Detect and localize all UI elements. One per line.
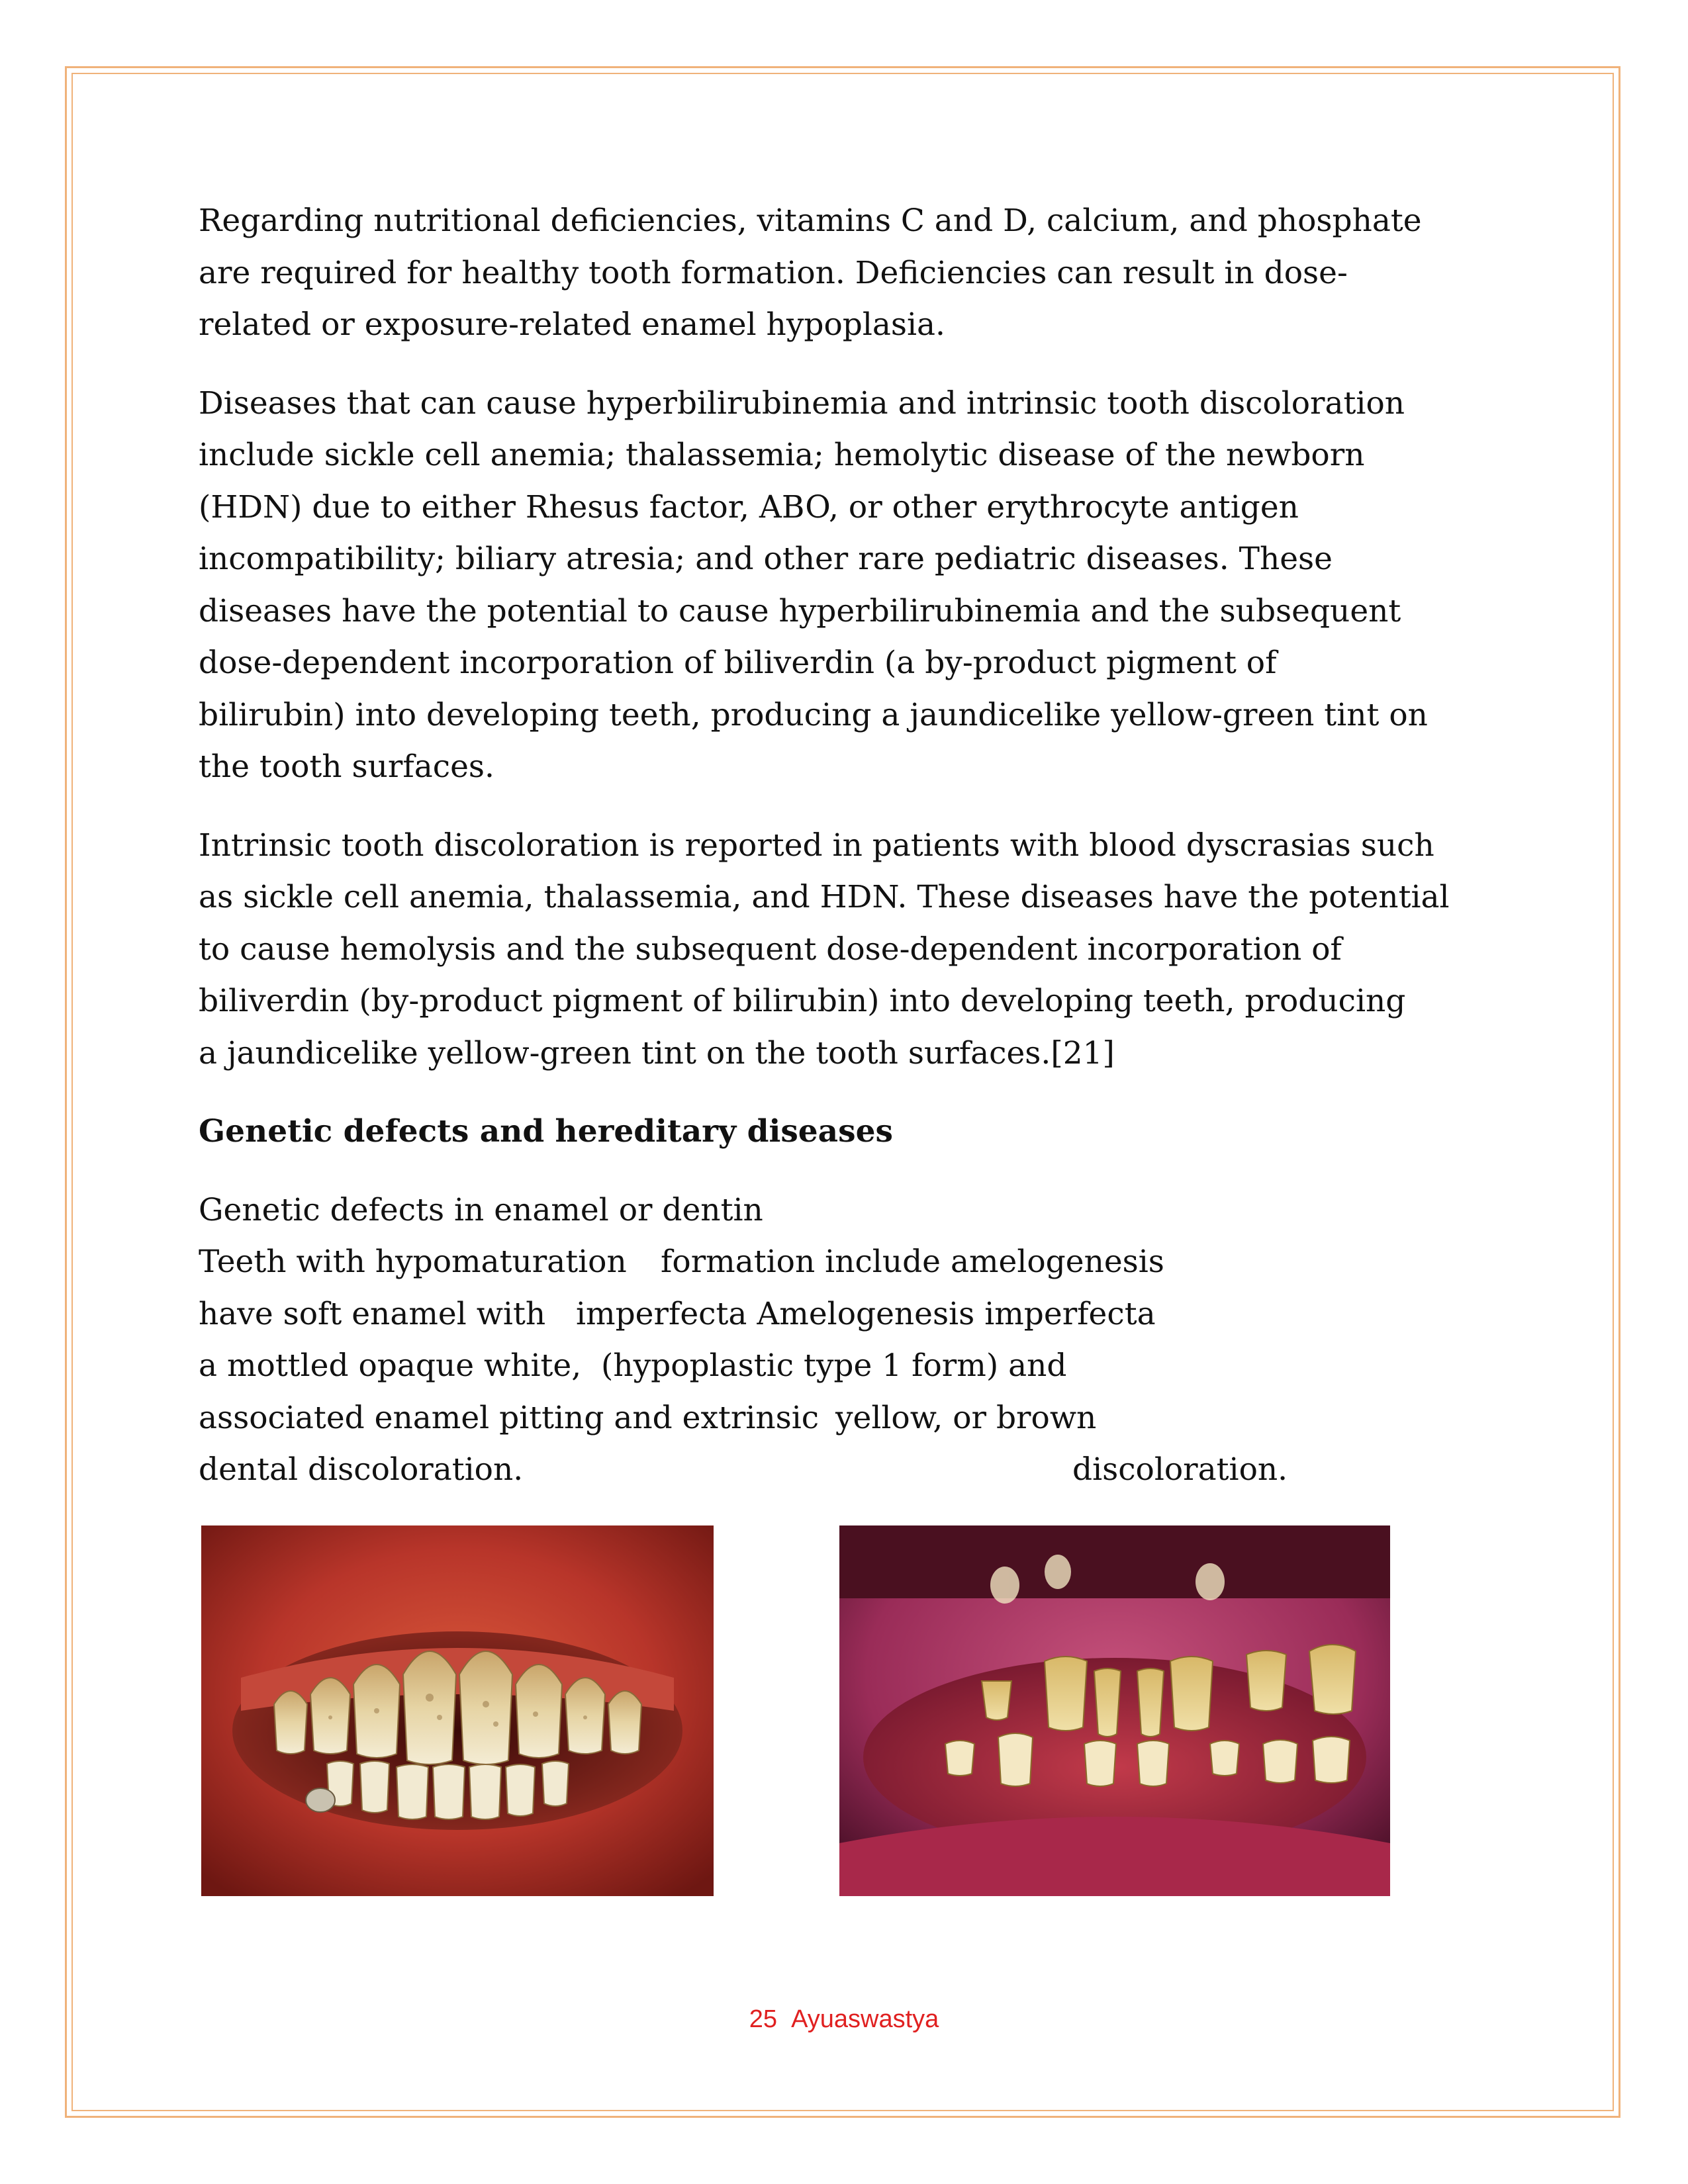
- photo-hypomaturation-teeth: [201, 1525, 714, 1896]
- paragraph-line: incompatibility; biliary atresia; and other rare pediatric diseases. These: [199, 541, 1333, 577]
- paragraph-line: a jaundicelike yellow-green tint on the tooth surfaces.[21]: [199, 1034, 1115, 1071]
- paragraph-line: to cause hemolysis and the subsequent dose-dependent incorporation of: [199, 931, 1342, 968]
- photo-hypomaturation-teeth-image: [201, 1525, 714, 1896]
- right-column-line: (hypoplastic type 1 form) and: [601, 1347, 1067, 1384]
- document-body: [199, 195, 1509, 1488]
- paragraph-line: Diseases that can cause hyperbilirubinemia and intrinsic tooth discoloration: [199, 385, 1405, 422]
- paragraph-line: Regarding nutritional deficiencies, vitamins C and D, calcium, and phosphate: [199, 203, 1422, 239]
- left-column-line: associated enamel pitting and extrinsic: [199, 1399, 820, 1436]
- left-column-line: dental discoloration.: [199, 1451, 524, 1488]
- left-column-line: Teeth with hypomaturation: [199, 1244, 627, 1280]
- photo-hypoplastic-teeth-image: [839, 1525, 1390, 1896]
- left-column-line: have soft enamel with: [199, 1295, 546, 1332]
- paragraph-line: as sickle cell anemia, thalassemia, and HDN. These diseases have the potential: [199, 879, 1450, 915]
- right-column-line: discoloration.: [1072, 1451, 1288, 1488]
- paragraph-line: bilirubin) into developing teeth, producing a jaundicelike yellow-green tint on: [199, 696, 1428, 733]
- paragraph-line: the tooth surfaces.: [199, 749, 494, 785]
- right-column-line: imperfecta Amelogenesis imperfecta: [576, 1295, 1156, 1332]
- right-column: [199, 1236, 1288, 1496]
- right-column-line: formation include amelogenesis: [661, 1244, 1164, 1280]
- photo-hypoplastic-teeth: [839, 1525, 1390, 1896]
- left-column-line: a mottled opaque white,: [199, 1347, 582, 1384]
- publication-name: Ayuaswastya: [791, 2005, 939, 2033]
- page-footer: [0, 2005, 1688, 2034]
- paragraph-line: diseases have the potential to cause hyperbilirubinemia and the subsequent: [199, 592, 1401, 629]
- paragraph-nutrition: [199, 195, 1509, 351]
- paragraph-line: biliverdin (by-product pigment of bilirubin) into developing teeth, producing: [199, 983, 1406, 1019]
- paragraph-hyperbilirubinemia: [199, 378, 1509, 794]
- intro-line: Genetic defects in enamel or dentin: [199, 1191, 763, 1228]
- paragraph-blood-dyscrasias: [199, 820, 1509, 1080]
- right-column-line: yellow, or brown: [835, 1399, 1097, 1436]
- paragraph-line: (HDN) due to either Rhesus factor, ABO, or other erythrocyte antigen: [199, 488, 1299, 525]
- paragraph-line: Intrinsic tooth discoloration is reported in patients with blood dyscrasias such: [199, 827, 1434, 864]
- paragraph-line: related or exposure-related enamel hypoplasia.: [199, 306, 945, 343]
- paragraph-line: dose-dependent incorporation of biliverdin (a by-product pigment of: [199, 645, 1277, 681]
- paragraph-line: include sickle cell anemia; thalassemia; hemolytic disease of the newborn: [199, 437, 1365, 473]
- two-column-text: [199, 1236, 1509, 1488]
- page-number: 25: [749, 2005, 777, 2033]
- paragraph-line: are required for healthy tooth formation. Deficiencies can result in dose-: [199, 254, 1348, 291]
- section-heading: Genetic defects and hereditary diseases: [199, 1113, 893, 1150]
